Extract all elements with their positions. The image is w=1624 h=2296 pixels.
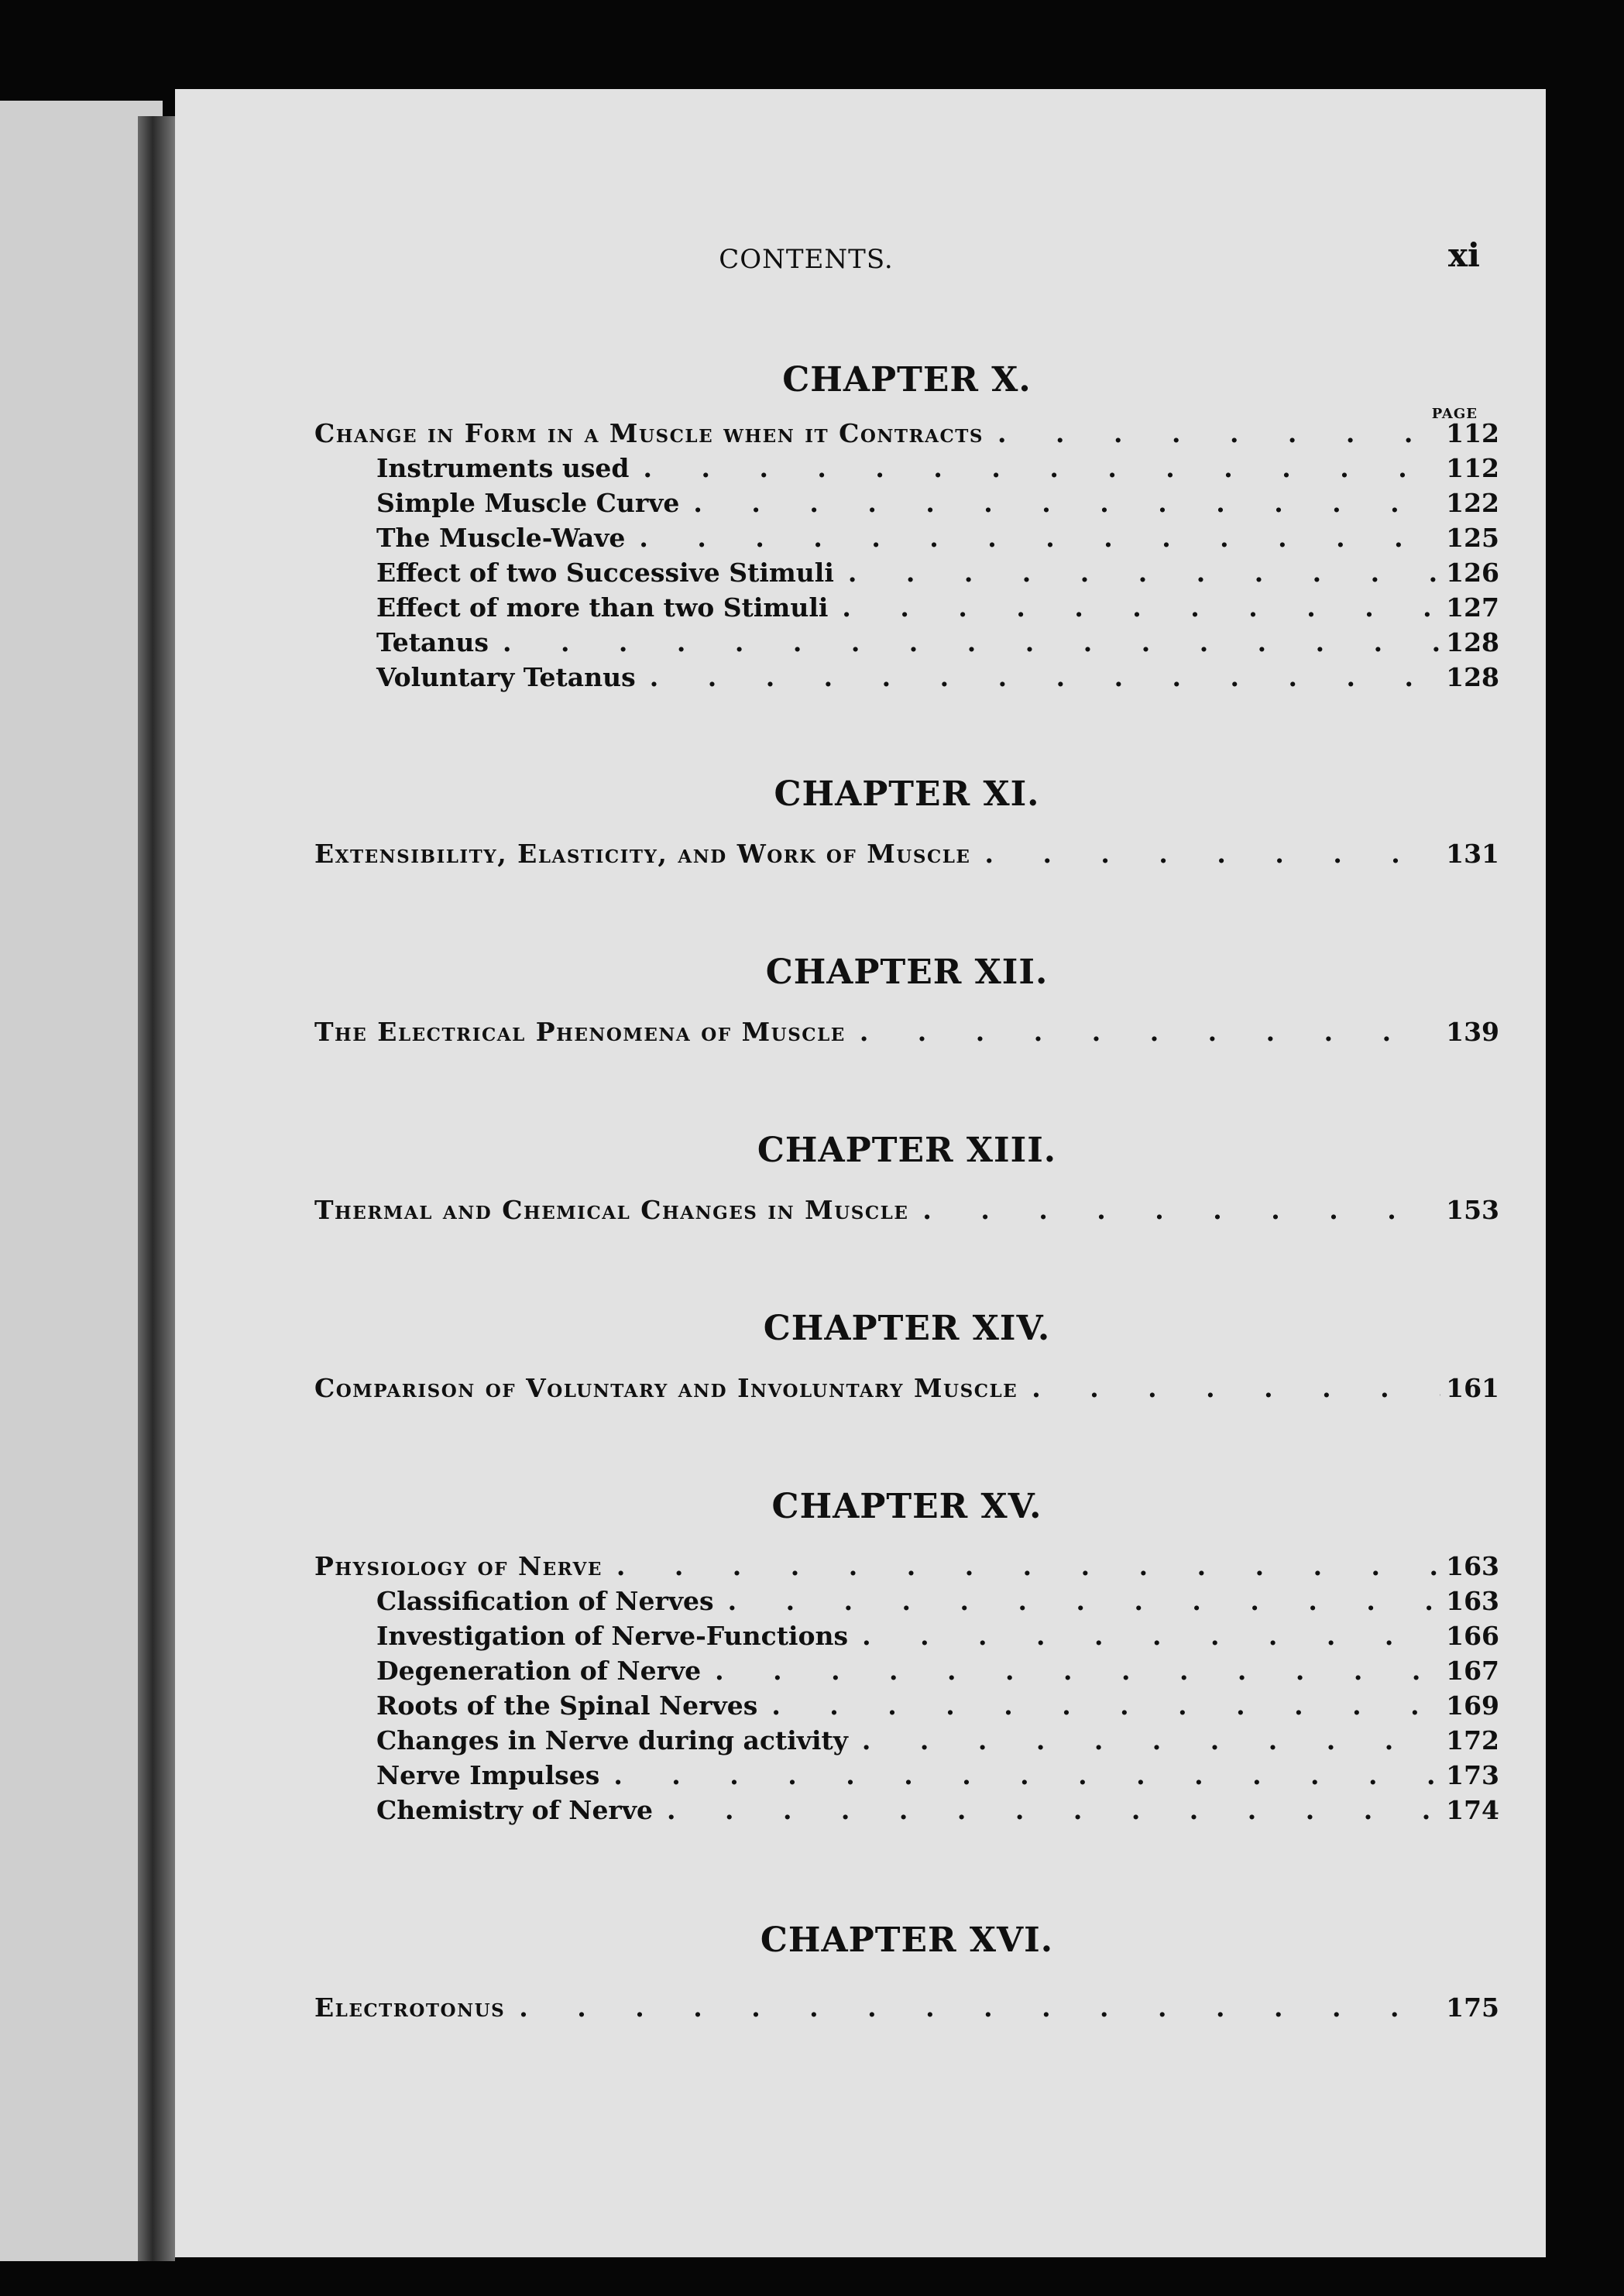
entry-page: 112: [1446, 418, 1499, 448]
leader-dots: [1018, 1373, 1440, 1403]
entry-title: Instruments used: [376, 453, 630, 483]
leader-dots: [984, 418, 1440, 448]
chapter-x-section: [314, 360, 1499, 697]
leader-dots: [834, 558, 1440, 588]
entry-title: Electrotonus: [314, 1992, 506, 2023]
chapter-title: CHAPTER X.: [782, 360, 1032, 400]
entry-title: Physiology of Nerve: [314, 1551, 603, 1581]
entry-title: Investigation of Nerve-Functions: [376, 1621, 849, 1651]
toc-subentry[interactable]: [314, 627, 1499, 662]
toc-subentry[interactable]: [314, 1586, 1499, 1621]
toc-entry[interactable]: [314, 1373, 1499, 1408]
entry-title: Tetanus: [376, 627, 489, 657]
toc-entry[interactable]: [314, 1992, 1499, 2027]
entry-title: Thermal and Chemical Changes in Muscle: [314, 1195, 909, 1225]
toc-subentry[interactable]: [314, 1690, 1499, 1725]
toc-subentry[interactable]: [314, 592, 1499, 627]
entry-page: 166: [1446, 1621, 1499, 1651]
leader-dots: [599, 1760, 1440, 1790]
chapter-title: CHAPTER XV.: [771, 1487, 1042, 1526]
chapter-title: CHAPTER XII.: [765, 952, 1049, 992]
toc-subentry[interactable]: [314, 1760, 1499, 1795]
book-gutter: [138, 116, 175, 2261]
contents-page: [175, 89, 1546, 2257]
chapter-title: CHAPTER XIV.: [763, 1309, 1051, 1348]
toc-entry[interactable]: [314, 1017, 1499, 1052]
toc-entry[interactable]: [314, 1551, 1499, 1586]
entry-title: Comparison of Voluntary and Involuntary Muscle: [314, 1373, 1018, 1403]
chapter-title: CHAPTER XIII.: [757, 1131, 1057, 1170]
leader-dots: [846, 1017, 1440, 1047]
leader-dots: [828, 592, 1440, 623]
chapter-title: CHAPTER XI.: [774, 774, 1040, 814]
leader-dots: [489, 627, 1440, 657]
entry-title: Classification of Nerves: [376, 1586, 714, 1616]
entry-page: 125: [1446, 523, 1499, 553]
leader-dots: [630, 453, 1441, 483]
leader-dots: [757, 1690, 1440, 1721]
entry-page: 173: [1446, 1760, 1499, 1790]
toc-subentry[interactable]: [314, 558, 1499, 592]
chapter-title: CHAPTER XVI.: [760, 1920, 1054, 1960]
leader-dots: [714, 1586, 1440, 1616]
leader-dots: [653, 1795, 1440, 1825]
chapter-xvi-section: [314, 1920, 1499, 2027]
toc-subentry[interactable]: [314, 453, 1499, 488]
entry-page: 126: [1446, 558, 1499, 588]
leader-dots: [636, 662, 1440, 692]
leader-dots: [701, 1656, 1440, 1686]
leader-dots: [908, 1195, 1440, 1225]
entry-page: 161: [1446, 1373, 1499, 1403]
entry-title: The Electrical Phenomena of Muscle: [314, 1017, 846, 1047]
leader-dots: [848, 1725, 1440, 1755]
entry-title: Change in Form in a Muscle when it Contracts: [314, 418, 984, 448]
leader-dots: [679, 488, 1440, 518]
entry-page: 127: [1446, 592, 1499, 623]
entry-page: 167: [1446, 1656, 1499, 1686]
entry-page: 163: [1446, 1551, 1499, 1581]
entry-title: Nerve Impulses: [376, 1760, 600, 1790]
entry-page: 128: [1446, 627, 1499, 657]
entry-title: Roots of the Spinal Nerves: [376, 1690, 758, 1721]
chapter-xi-section: [314, 774, 1499, 873]
entry-title: Changes in Nerve during activity: [376, 1725, 848, 1755]
toc-entry[interactable]: [314, 418, 1499, 453]
toc-entry[interactable]: [314, 839, 1499, 873]
toc-subentry[interactable]: [314, 662, 1499, 697]
toc-entry[interactable]: [314, 1195, 1499, 1230]
page-column-label: PAGE: [1431, 406, 1478, 422]
chapter-xv-section: [314, 1487, 1499, 1830]
toc-subentry[interactable]: [314, 1656, 1499, 1690]
leader-dots: [970, 839, 1440, 869]
entry-page: 169: [1446, 1690, 1499, 1721]
toc-subentry[interactable]: [314, 1795, 1499, 1830]
leader-dots: [625, 523, 1440, 553]
entry-page: 131: [1446, 839, 1499, 869]
entry-page: 112: [1446, 453, 1499, 483]
entry-page: 175: [1446, 1992, 1499, 2023]
entry-page: 174: [1446, 1795, 1499, 1825]
entry-page: 172: [1446, 1725, 1499, 1755]
entry-page: 139: [1446, 1017, 1499, 1047]
toc-subentry[interactable]: [314, 523, 1499, 558]
entry-title: Effect of more than two Stimuli: [376, 592, 829, 623]
entry-title: Degeneration of Nerve: [376, 1656, 702, 1686]
running-header-title: CONTENTS.: [719, 244, 894, 275]
entry-page: 128: [1446, 662, 1499, 692]
chapter-xii-section: [314, 952, 1499, 1052]
entry-title: Chemistry of Nerve: [376, 1795, 653, 1825]
entry-page: 122: [1446, 488, 1499, 518]
entry-title: Simple Muscle Curve: [376, 488, 680, 518]
entry-title: Voluntary Tetanus: [376, 662, 636, 692]
toc-subentry[interactable]: [314, 1621, 1499, 1656]
entry-title: Extensibility, Elasticity, and Work of Muscle: [314, 839, 971, 869]
chapter-xiv-section: [314, 1309, 1499, 1408]
entry-page: 153: [1446, 1195, 1499, 1225]
toc-subentry[interactable]: [314, 488, 1499, 523]
page-number: xi: [1448, 236, 1480, 274]
leader-dots: [848, 1621, 1440, 1651]
entry-page: 163: [1446, 1586, 1499, 1616]
entry-title: The Muscle-Wave: [376, 523, 626, 553]
toc-subentry[interactable]: [314, 1725, 1499, 1760]
entry-title: Effect of two Successive Stimuli: [376, 558, 834, 588]
chapter-xiii-section: [314, 1131, 1499, 1230]
leader-dots: [505, 1992, 1440, 2023]
leader-dots: [603, 1551, 1440, 1581]
